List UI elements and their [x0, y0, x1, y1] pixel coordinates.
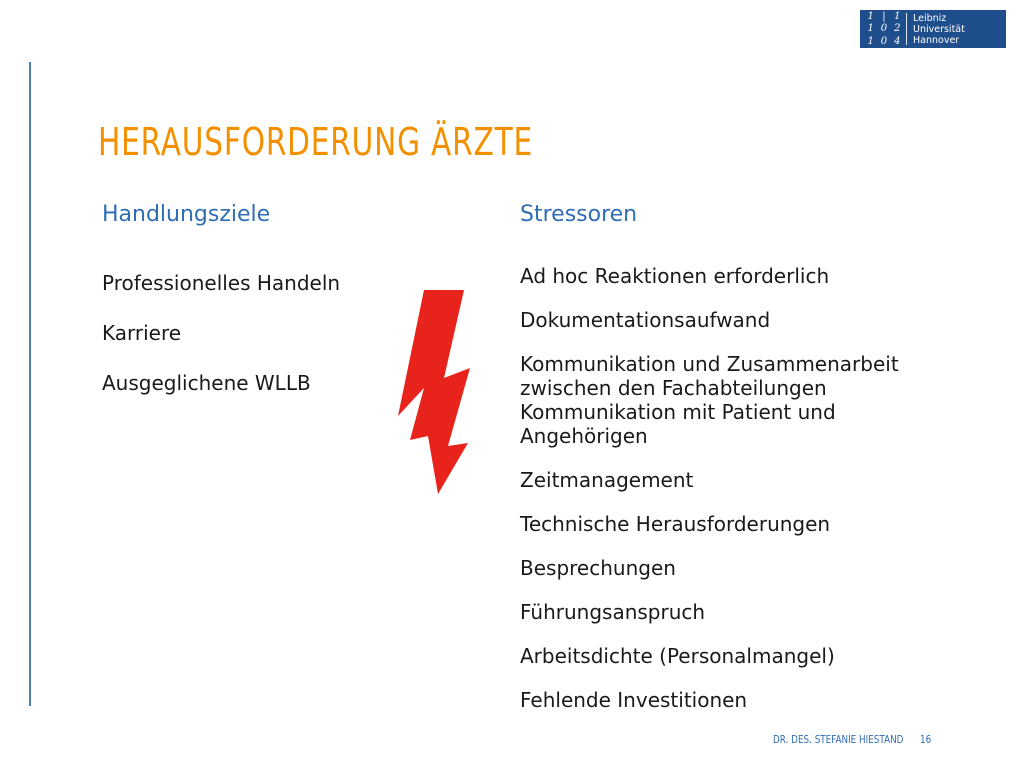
stressors-heading: Stressoren: [520, 202, 638, 227]
stressors-list: [520, 264, 900, 732]
left-accent-line: [29, 62, 31, 706]
list-item: Kommunikation und Zusammenarbeit zwischen den Fachabteilungen Kommunikation mit Patient und Angehörigen: [520, 352, 899, 448]
goals-list: [102, 270, 340, 420]
list-item: Führungsanspruch: [520, 600, 706, 624]
list-item: Ad hoc Reaktionen erforderlich: [520, 264, 830, 288]
logo-mark: 1 | 1 1 0 2 1 0 4: [867, 10, 901, 48]
university-logo: [860, 10, 1006, 48]
list-item: Technische Herausforderungen: [520, 512, 831, 536]
list-item: Fehlende Investitionen: [520, 688, 748, 712]
logo-text: [913, 13, 965, 46]
logo-text-line: Universität: [913, 23, 965, 35]
list-item: Ausgeglichene WLLB: [102, 371, 311, 395]
lightning-bolt-icon: [392, 288, 472, 498]
bolt-shape: [398, 290, 470, 494]
logo-divider: [906, 13, 907, 45]
page-number: 16: [920, 733, 932, 746]
list-item: Dokumentationsaufwand: [520, 308, 771, 332]
logo-text-line: Hannover: [913, 34, 960, 46]
footer-author: DR. DES. STEFANIE HIESTAND: [773, 733, 904, 746]
list-item: Zeitmanagement: [520, 468, 694, 492]
list-item: Besprechungen: [520, 556, 676, 580]
goals-heading: Handlungsziele: [102, 202, 271, 227]
logo-text-line: Leibniz: [913, 12, 947, 24]
list-item: Professionelles Handeln: [102, 271, 341, 295]
slide-title: HERAUSFORDERUNG ÄRZTE: [98, 120, 533, 164]
list-item: Karriere: [102, 321, 182, 345]
list-item: Arbeitsdichte (Personalmangel): [520, 644, 835, 668]
